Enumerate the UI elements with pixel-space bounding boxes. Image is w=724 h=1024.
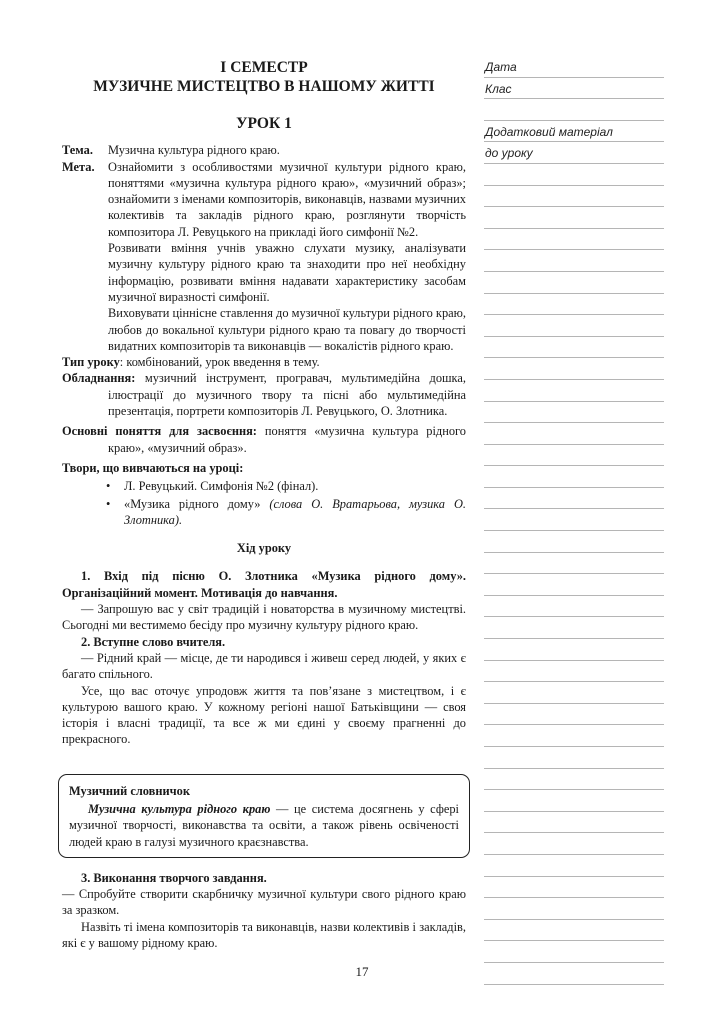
note-line[interactable] — [484, 833, 664, 855]
concepts — [62, 423, 466, 456]
step2-paragraph: Усе, що вас оточує упродовж життя та пов’язане з мистецтвом, і є культурою вашого краю. У кожному регіоні нашої Батьківщини — своя історія і власні традиції, та все ж ми єдині у своєму прагненні до прекрасного. — [62, 683, 466, 747]
note-line[interactable] — [484, 488, 664, 510]
note-line[interactable] — [484, 423, 664, 445]
equipment-text: музичний інструмент, програвач, мультимедійна дошка, ілюстрації до музичного твору та пісні або мультимедійна презентація, портрети композиторів Л. Ревуцького, О. Злотника. — [108, 371, 466, 419]
extra-material-label-2: до уроку — [484, 142, 664, 164]
work-title: Л. Ревуцький. Симфонія №2 (фінал). — [124, 479, 319, 494]
bullet-icon: • — [106, 479, 111, 494]
note-line[interactable] — [484, 99, 664, 121]
note-line[interactable] — [484, 229, 664, 251]
semester-heading: І СЕМЕСТР — [220, 59, 308, 76]
work-title: «Музика рідного дому» — [124, 496, 270, 511]
note-line[interactable] — [484, 920, 664, 942]
notes-column — [484, 56, 664, 985]
note-line[interactable] — [484, 509, 664, 531]
meta-paragraph: Ознайомити з особливостями музичної культури рідного краю, поняттями «музична культура рідного краю», «музичний образ»; ознайомити з іменами композиторів, виконавців, назвами музичних колективів та закладів рідного краю, розглянути творчість композитора Л. Ревуцького на прикладі його симфонії №2. — [108, 159, 466, 239]
lesson-type — [62, 354, 466, 370]
note-line[interactable] — [484, 661, 664, 683]
date-field[interactable]: Дата — [484, 56, 664, 78]
note-line[interactable] — [484, 725, 664, 747]
main-column — [62, 58, 466, 951]
work-authors: (слова О. Вратарьова, музика О. Злотника). — [124, 496, 466, 527]
vocabulary-title: Музичний словничок — [69, 783, 190, 798]
note-line[interactable] — [484, 380, 664, 402]
vocabulary-box — [58, 774, 470, 858]
note-line[interactable] — [484, 186, 664, 208]
note-lines — [484, 164, 664, 985]
note-line[interactable] — [484, 207, 664, 229]
meta-paragraph: Виховувати ціннісне ставлення до музичної культури рідного краю, любов до вокальної культури рідного краю та повагу до творчості видатних композиторів та виконавців — вокалістів рідного краю. — [108, 306, 466, 353]
tema-text: Музична культура рідного краю. — [108, 143, 280, 158]
page-number: 17 — [355, 964, 369, 979]
lesson-type-text: : комбінований, урок введення в тему. — [119, 355, 320, 370]
step3-paragraph: Назвіть ті імена композиторів та виконавців, назви колективів і закладів, які є у вашому рідному краю. — [62, 919, 466, 951]
tema-row — [62, 142, 466, 158]
note-line[interactable] — [484, 402, 664, 424]
concepts-text: поняття «музична культура рідного краю», «музичний образ». — [108, 424, 466, 455]
meta-paragraph: Розвивати вміння учнів уважно слухати музику, аналізувати музичну культуру рідного краю та знаходити про неї необхідну інформацію, розвивати вміння надавати характеристику засобам музичної виразності симфонії. — [108, 241, 466, 304]
works-label: Твори, що вивчаються на уроці: — [62, 460, 244, 475]
equipment-label: Обладнання: — [62, 371, 136, 386]
note-line[interactable] — [484, 769, 664, 791]
note-line[interactable] — [484, 553, 664, 575]
note-line[interactable] — [484, 294, 664, 316]
lesson-heading: УРОК 1 — [236, 115, 292, 132]
note-line[interactable] — [484, 596, 664, 618]
note-line[interactable] — [484, 272, 664, 294]
step3-title: 3. Виконання творчого завдання. — [81, 870, 267, 885]
note-line[interactable] — [484, 358, 664, 380]
step2-title: 2. Вступне слово вчителя. — [81, 634, 226, 649]
list-item — [106, 496, 466, 529]
theme-heading: МУЗИЧНЕ МИСТЕЦТВО В НАШОМУ ЖИТТІ — [93, 78, 435, 95]
note-line[interactable] — [484, 898, 664, 920]
step1-title: 1. Вхід під пісню О. Злотника «Музика рідного дому». Організаційний момент. Мотивація до навчання. — [62, 569, 466, 600]
note-line[interactable] — [484, 315, 664, 337]
note-line[interactable] — [484, 639, 664, 661]
note-line[interactable] — [484, 682, 664, 704]
note-line[interactable] — [484, 704, 664, 726]
step1-text: — Запрошую вас у світ традицій і новаторства в музичному мистецтві. Сьогодні ми вестимемо бесіду про музичну культуру рідного краю. — [62, 602, 466, 633]
meta-label: Мета. — [62, 159, 95, 174]
note-line[interactable] — [484, 877, 664, 899]
tema-label: Тема. — [62, 143, 93, 158]
note-line[interactable] — [484, 941, 664, 963]
class-field[interactable]: Клас — [484, 78, 664, 100]
extra-material-label: Додатковий матеріал — [484, 121, 664, 143]
vocabulary-definition — [69, 801, 459, 850]
progress-title: Хід уроку — [236, 541, 292, 556]
step3-paragraph: — Спробуйте створити скарбничку музичної культури свого рідного краю за зразком. — [62, 887, 466, 918]
note-line[interactable] — [484, 747, 664, 769]
note-line[interactable] — [484, 531, 664, 553]
list-item — [106, 478, 466, 494]
note-line[interactable] — [484, 466, 664, 488]
lesson-type-label: Тип уроку — [62, 355, 120, 370]
works-list — [62, 478, 466, 528]
note-line[interactable] — [484, 164, 664, 186]
note-line[interactable] — [484, 812, 664, 834]
vocabulary-definition-text: — це система досягнень у сфері музичної творчості, виконавства та освіти, а також рівень освіченості людей краю в галузі музичного краєзнавства. — [69, 801, 459, 849]
step2-paragraph: — Рідний край — місце, де ти народився і живеш серед людей, у яких є багато спільного. — [62, 650, 466, 682]
note-line[interactable] — [484, 445, 664, 467]
note-line[interactable] — [484, 855, 664, 877]
vocabulary-term: Музична культура рідного краю — [88, 801, 271, 816]
concepts-label: Основні поняття для засвоєння: — [62, 424, 257, 439]
bullet-icon: • — [106, 496, 111, 511]
note-line[interactable] — [484, 337, 664, 359]
equipment — [62, 370, 466, 419]
meta-row — [62, 159, 466, 355]
note-line[interactable] — [484, 250, 664, 272]
note-line[interactable] — [484, 790, 664, 812]
note-line[interactable] — [484, 574, 664, 596]
note-line[interactable] — [484, 617, 664, 639]
